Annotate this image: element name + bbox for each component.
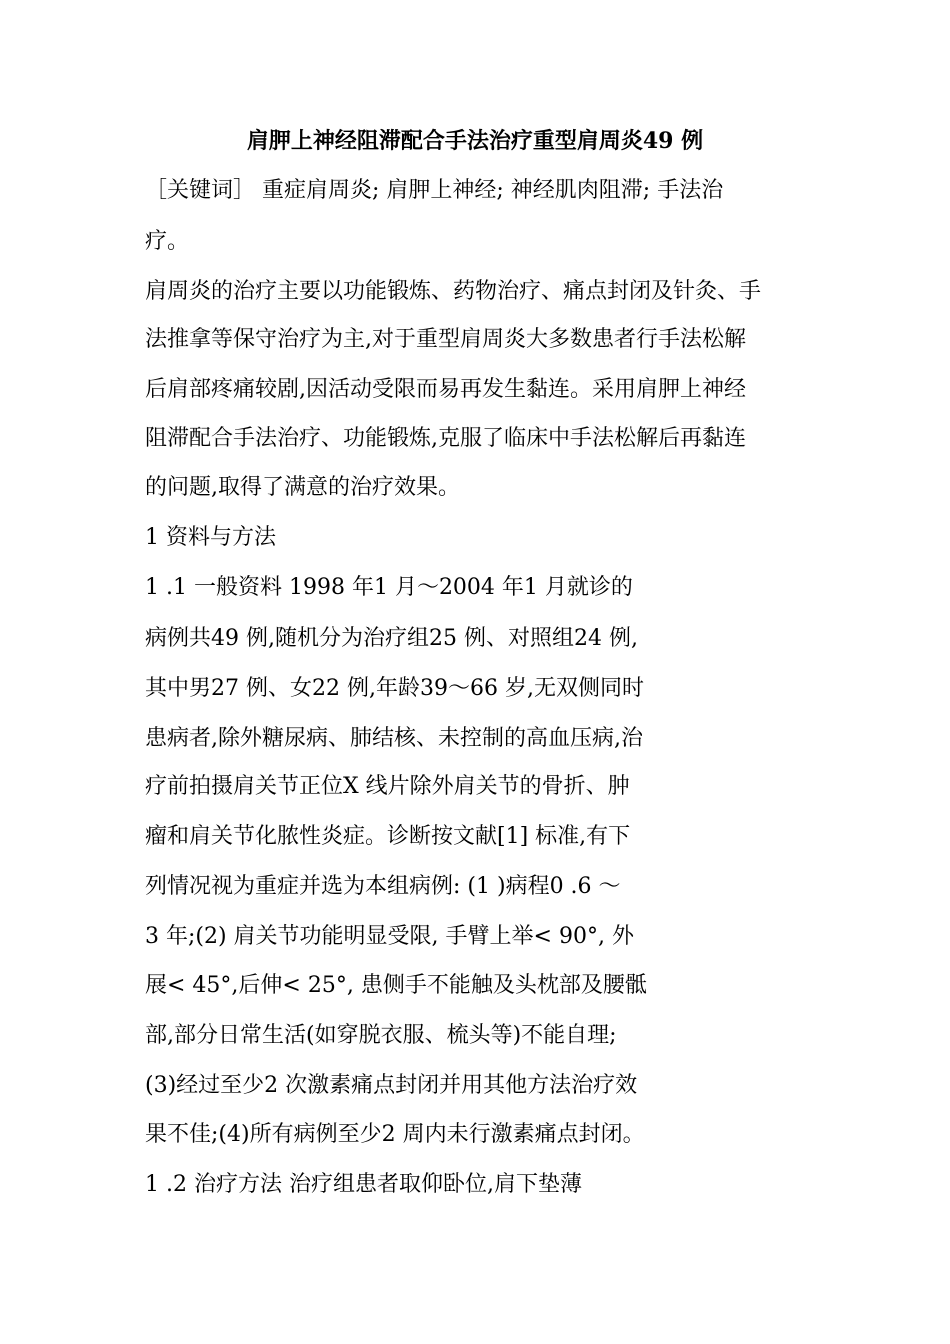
keywords-line: ［关键词］ 重症肩周炎; 肩胛上神经; 神经肌肉阻滞; 手法治 <box>145 178 724 203</box>
section-1-1-line: 3 年;(2) 肩关节功能明显受限, 手臂上举< 90°, 外 <box>145 924 634 949</box>
section-1-1-line: (3)经过至少2 次激素痛点封闭并用其他方法治疗效 <box>145 1073 638 1098</box>
section-1-1-line: 患病者,除外糖尿病、肺结核、未控制的高血压病,治 <box>145 726 643 751</box>
keywords-line: 疗。 <box>145 229 190 254</box>
section-1-1-line: 部,部分日常生活(如穿脱衣服、梳头等)不能自理; <box>145 1023 617 1048</box>
section-1-1-line: 展< 45°,后伸< 25°, 患侧手不能触及头枕部及腰骶 <box>145 973 647 998</box>
intro-line: 的问题,取得了满意的治疗效果。 <box>145 475 460 500</box>
intro-line: 阻滞配合手法治疗、功能锻炼,克服了临床中手法松解后再黏连 <box>145 426 746 451</box>
section-1-1-line: 列情况视为重症并选为本组病例: (1 )病程0 .6 ～ <box>145 874 621 899</box>
section-heading: 1 资料与方法 <box>145 525 276 550</box>
document-title: 肩胛上神经阻滞配合手法治疗重型肩周炎49 例 <box>246 128 704 154</box>
section-1-1-line: 瘤和肩关节化脓性炎症。诊断按文献[1] 标准,有下 <box>145 824 631 849</box>
section-1-1-line: 疗前拍摄肩关节正位X 线片除外肩关节的骨折、肿 <box>145 774 630 799</box>
intro-line: 后肩部疼痛较剧,因活动受限而易再发生黏连。采用肩胛上神经 <box>145 377 746 402</box>
intro-line: 肩周炎的治疗主要以功能锻炼、药物治疗、痛点封闭及针灸、手 <box>145 279 762 304</box>
intro-line: 法推拿等保守治疗为主,对于重型肩周炎大多数患者行手法松解 <box>145 327 746 352</box>
section-1-1-line: 1 .1 一般资料 1998 年1 月～2004 年1 月就诊的 <box>145 575 633 600</box>
section-1-2-line: 1 .2 治疗方法 治疗组患者取仰卧位,肩下垫薄 <box>145 1172 582 1197</box>
section-1-1-line: 其中男27 例、女22 例,年龄39～66 岁,无双侧同时 <box>145 676 644 701</box>
section-1-1-line: 病例共49 例,随机分为治疗组25 例、对照组24 例, <box>145 626 638 651</box>
section-1-1-line: 果不佳;(4)所有病例至少2 周内未行激素痛点封闭。 <box>145 1122 645 1147</box>
